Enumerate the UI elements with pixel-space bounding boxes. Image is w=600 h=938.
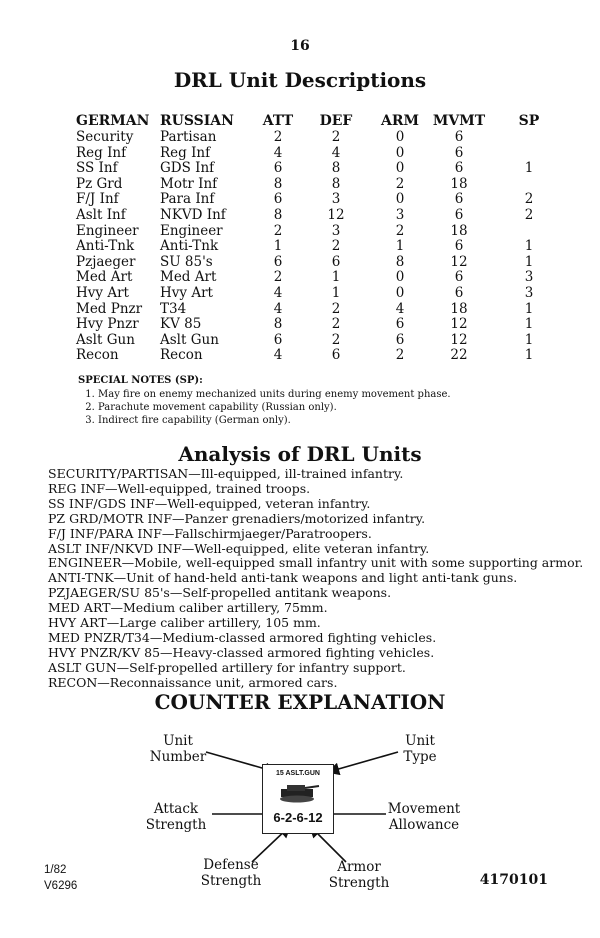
cell-arm: 0 [395, 160, 405, 177]
cell-def: 2 [331, 129, 341, 145]
analysis-line: F/J INF/PARA INF—Fallschirmjaeger/Paratroopers. [48, 525, 372, 541]
special-notes-title: SPECIAL NOTES (SP): [78, 375, 203, 386]
cell-sp: 3 [524, 284, 534, 301]
cell-german: Pzjaeger [76, 253, 136, 270]
cell-def: 3 [331, 222, 341, 239]
footer-codes [44, 862, 77, 894]
counter-explanation-title: COUNTER EXPLANATION [154, 690, 446, 714]
cell-mvmt: 6 [454, 129, 464, 145]
cell-german: Aslt Inf [76, 206, 126, 223]
cell-def: 4 [331, 144, 341, 161]
page-number: 16 [290, 38, 310, 54]
cell-att: 1 [273, 238, 283, 255]
cell-german: Engineer [76, 222, 139, 239]
cell-mvmt: 6 [454, 206, 464, 223]
cell-russian: Med Art [160, 269, 217, 286]
analysis-line: ASLT GUN—Self-propelled artillery for infantry support. [48, 659, 406, 675]
cell-german: Pz Grd [76, 175, 123, 192]
unit-descriptions-title: DRL Unit Descriptions [173, 68, 427, 92]
cell-att: 2 [273, 129, 283, 145]
cell-sp: 1 [524, 347, 534, 364]
cell-sp: 1 [524, 238, 534, 255]
cell-mvmt: 18 [450, 300, 468, 317]
label-movement-allowance: Movement Allowance [387, 801, 461, 833]
analysis-line: SECURITY/PARTISAN—Ill-equipped, ill-trained infantry. [48, 466, 404, 481]
analysis-line: SS INF/GDS INF—Well-equipped, veteran infantry. [48, 495, 371, 511]
cell-arm: 4 [395, 300, 405, 317]
cell-mvmt: 6 [454, 238, 464, 255]
cell-arm: 6 [395, 316, 405, 333]
cell-german: Aslt Gun [76, 331, 135, 348]
cell-def: 2 [331, 300, 341, 317]
cell-mvmt: 18 [450, 175, 468, 192]
cell-sp: 1 [524, 316, 534, 333]
header-att: ATT [262, 113, 294, 129]
cell-russian: Reg Inf [160, 144, 211, 161]
cell-def: 6 [331, 253, 341, 270]
cell-russian: Hvy Art [160, 284, 213, 301]
analysis-line: HVY ART—Large caliber artillery, 105 mm. [48, 615, 321, 631]
analysis-line: REG INF—Well-equipped, trained troops. [48, 480, 311, 496]
cell-german: Med Pnzr [76, 300, 143, 317]
cell-arm: 6 [395, 331, 405, 348]
cell-att: 6 [273, 160, 283, 177]
special-note-item: 2. Parachute movement capability (Russian only). [98, 401, 451, 414]
cell-att: 6 [273, 253, 283, 270]
analysis-line: ASLT INF/NKVD INF—Well-equipped, elite veteran infantry. [48, 540, 430, 556]
cell-def: 2 [331, 331, 341, 348]
label-defense-strength: Defense Strength [200, 857, 262, 889]
cell-german: SS Inf [76, 160, 118, 177]
special-note-item: 1. May fire on enemy mechanized units during enemy movement phase. [98, 388, 451, 401]
unit-counter [262, 764, 334, 834]
cell-def: 3 [331, 191, 341, 208]
cell-mvmt: 18 [450, 222, 468, 239]
cell-arm: 2 [395, 222, 405, 239]
arrow-unit-type [328, 752, 398, 772]
analysis-line: RECON—Reconnaissance unit, armored cars. [48, 674, 338, 690]
cell-german: Med Art [76, 269, 133, 286]
cell-att: 2 [273, 269, 283, 286]
cell-arm: 0 [395, 191, 405, 208]
cell-russian: GDS Inf [160, 160, 215, 177]
cell-sp: 2 [524, 191, 534, 208]
cell-def: 6 [331, 347, 341, 364]
footer-code: V6296 [44, 880, 78, 892]
label-unit-number: Unit Number [149, 733, 207, 765]
counter-strength-values: 6-2-6-12 [273, 810, 323, 825]
cell-def: 8 [331, 160, 341, 177]
analysis-title: Analysis of DRL Units [178, 442, 422, 466]
cell-german: Security [76, 129, 134, 145]
counter-unit-type: 15 ASLT.GUN [276, 770, 320, 777]
label-unit-type: Unit Type [403, 733, 437, 765]
cell-att: 2 [273, 222, 283, 239]
footer-date: 1/82 [44, 864, 67, 876]
cell-russian: Aslt Gun [160, 331, 219, 348]
cell-mvmt: 6 [454, 191, 464, 208]
special-note-item: 3. Indirect fire capability (German only). [98, 414, 451, 427]
cell-arm: 8 [395, 253, 405, 270]
cell-arm: 0 [395, 144, 405, 161]
header-sp: SP [518, 113, 540, 129]
cell-mvmt: 12 [450, 253, 468, 270]
cell-sp: 1 [524, 253, 534, 270]
header-arm: ARM [381, 113, 419, 129]
assault-gun-icon [277, 781, 321, 803]
cell-mvmt: 6 [454, 160, 464, 177]
cell-att: 4 [273, 300, 283, 317]
cell-russian: Para Inf [160, 191, 215, 208]
cell-att: 4 [273, 144, 283, 161]
cell-def: 1 [331, 269, 341, 286]
cell-russian: NKVD Inf [160, 206, 226, 223]
header-def: DEF [319, 113, 353, 129]
label-attack-strength: Attack Strength [145, 801, 207, 833]
header-mvmt: MVMT [432, 113, 486, 129]
cell-def: 1 [331, 284, 341, 301]
cell-mvmt: 12 [450, 331, 468, 348]
cell-arm: 0 [395, 129, 405, 145]
analysis-line: MED ART—Medium caliber artillery, 75mm. [48, 600, 328, 616]
cell-def: 2 [331, 238, 341, 255]
cell-att: 4 [273, 347, 283, 364]
cell-sp: 1 [524, 331, 534, 348]
analysis-line: MED PNZR/T34—Medium-classed armored fighting vehicles. [48, 629, 437, 645]
cell-mvmt: 22 [450, 347, 468, 364]
footer-number: 4170101 [479, 872, 548, 888]
analysis-line: ENGINEER—Mobile, well-equipped small infantry unit with some supporting armor. [48, 555, 584, 571]
cell-mvmt: 6 [454, 269, 464, 286]
cell-mvmt: 6 [454, 144, 464, 161]
cell-german: Hvy Art [76, 284, 129, 301]
analysis-line: PZ GRD/MOTR INF—Panzer grenadiers/motorized infantry. [48, 510, 426, 526]
analysis-line: PZJAEGER/SU 85's—Self-propelled antitank weapons. [48, 585, 392, 601]
header-russian: RUSSIAN [160, 113, 234, 129]
cell-def: 8 [331, 175, 341, 192]
cell-russian: KV 85 [160, 316, 202, 333]
analysis-line: HVY PNZR/KV 85—Heavy-classed armored fighting vehicles. [48, 644, 435, 660]
cell-att: 8 [273, 206, 283, 223]
cell-sp: 1 [524, 160, 534, 177]
cell-russian: Recon [160, 347, 203, 364]
cell-def: 12 [327, 206, 345, 223]
cell-german: Recon [76, 347, 119, 364]
cell-russian: Partisan [160, 129, 217, 145]
cell-arm: 3 [395, 206, 405, 223]
cell-att: 8 [273, 175, 283, 192]
analysis-line: ANTI-TNK—Unit of hand-held anti-tank weapons and light anti-tank guns. [48, 570, 518, 586]
cell-att: 6 [273, 331, 283, 348]
cell-arm: 2 [395, 347, 405, 364]
cell-german: Anti-Tnk [76, 238, 135, 255]
cell-def: 2 [331, 316, 341, 333]
cell-att: 8 [273, 316, 283, 333]
cell-sp: 1 [524, 300, 534, 317]
header-german: GERMAN [76, 113, 150, 129]
cell-german: F/J Inf [76, 191, 119, 208]
cell-mvmt: 6 [454, 284, 464, 301]
cell-russian: SU 85's [160, 253, 213, 270]
cell-german: Reg Inf [76, 144, 127, 161]
cell-att: 6 [273, 191, 283, 208]
cell-arm: 0 [395, 284, 405, 301]
cell-russian: Motr Inf [160, 175, 218, 192]
cell-sp: 2 [524, 206, 534, 223]
label-armor-strength: Armor Strength [328, 859, 390, 891]
cell-mvmt: 12 [450, 316, 468, 333]
cell-arm: 1 [395, 238, 405, 255]
cell-russian: Anti-Tnk [160, 238, 219, 255]
cell-russian: T34 [160, 300, 187, 317]
cell-sp: 3 [524, 269, 534, 286]
cell-arm: 0 [395, 269, 405, 286]
cell-arm: 2 [395, 175, 405, 192]
cell-russian: Engineer [160, 222, 223, 239]
cell-german: Hvy Pnzr [76, 316, 139, 333]
cell-att: 4 [273, 284, 283, 301]
